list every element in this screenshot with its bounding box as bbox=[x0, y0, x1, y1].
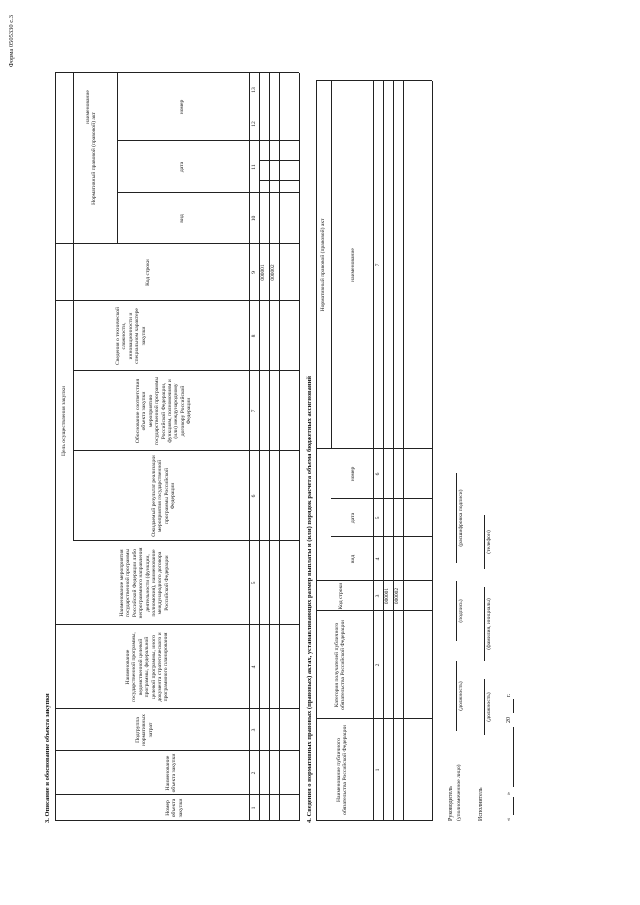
s4-npa-header: Нормативный правовой (правовой) акт bbox=[320, 218, 326, 312]
section3-title: 3. Описание и обоснование объекта закупки bbox=[44, 693, 51, 823]
executor-phone-caption: (телефон) bbox=[486, 530, 492, 554]
s3-col2-label: Наименование объекта закупки bbox=[165, 753, 178, 793]
s4-col2-num: 2 bbox=[375, 663, 381, 667]
s3-col8-num: 8 bbox=[251, 334, 257, 338]
executor-position-caption: (должность) bbox=[486, 692, 492, 722]
date-year-suffix: г. bbox=[506, 693, 512, 697]
s4-col2-label: Категория получателей публичного обязательства Российской Федерации bbox=[334, 620, 347, 710]
s3-col9-num: 9 bbox=[251, 271, 257, 274]
s3-row2-code: 000002 bbox=[270, 264, 276, 281]
s3-col7-num: 7 bbox=[251, 409, 257, 413]
s4-row2-code: 000002 bbox=[394, 587, 400, 605]
s3-col3-label: Подгруппа нормативных затрат bbox=[135, 714, 154, 746]
s3-col11-num: 11 bbox=[251, 164, 257, 170]
section4-table bbox=[316, 81, 432, 821]
s4-col6-num: 6 bbox=[375, 472, 381, 476]
head-signature-caption: (подпись) bbox=[458, 599, 464, 623]
head-decoding-caption: (расшифровка подписи) bbox=[458, 489, 464, 547]
s4-col3-num: 3 bbox=[375, 594, 381, 598]
s4-col6-label: номер bbox=[350, 466, 356, 482]
section4-title: 4. Сведения о нормативных правовых (правовых) актах, устанавливающих размер выплаты и (или) порядок расчета объема бюджетных ассигнований bbox=[306, 375, 313, 823]
s3-col3-num: 3 bbox=[251, 728, 257, 732]
executor-name-caption: (фамилия, инициалы) bbox=[486, 598, 492, 650]
s3-col7-label: Обоснование соответствия объекта закупки мероприятию государственной программы Российской Федерации, функциям, полномочиям и (или) международному договору Российской Федерации bbox=[135, 376, 193, 446]
signature-block bbox=[440, 321, 550, 821]
s3-npa-header: Нормативный правовой (правовой) акт bbox=[91, 112, 97, 205]
date-open-quote: « bbox=[506, 818, 512, 821]
s4-col1-num: 1 bbox=[375, 768, 381, 772]
executor-label: Исполнитель bbox=[478, 787, 484, 821]
s3-col10-label: вид bbox=[179, 214, 185, 223]
s3-col9-label: Код строки bbox=[145, 259, 151, 286]
s4-row1-code: 000001 bbox=[384, 587, 390, 605]
s3-col6-label: Ожидаемый результат реализации мероприятия государственной программы Российской Федерации bbox=[151, 455, 177, 537]
section3-table bbox=[55, 73, 299, 821]
s3-col12-label: номер bbox=[179, 99, 185, 115]
s4-col1-label: Наименование публичного обязательства Российской Федерации bbox=[336, 725, 349, 815]
s3-row1-code: 000001 bbox=[260, 264, 266, 281]
s3-col1-num: 1 bbox=[251, 806, 257, 810]
head-sub: (уполномоченное лицо) bbox=[456, 764, 462, 821]
s3-col10-num: 10 bbox=[251, 215, 257, 222]
s3-col11-label: дата bbox=[179, 161, 185, 173]
s3-purpose-header: Цель осуществления закупки bbox=[61, 386, 67, 456]
s3-col13-label: наименование bbox=[85, 90, 91, 124]
s3-col5-num: 5 bbox=[251, 581, 257, 585]
form-label: Форма 0505330 с.3 bbox=[8, 15, 15, 68]
s4-col5-num: 5 bbox=[375, 516, 381, 520]
s4-col7-label: наименование bbox=[350, 248, 356, 282]
s4-col4-num: 4 bbox=[375, 557, 381, 561]
s3-col6-num: 6 bbox=[251, 494, 257, 498]
s3-col12-num: 12 bbox=[251, 121, 257, 127]
s3-col5-label: Наименование мероприятия государственной программы Российской Федерации либо непрограммного направления деятельности (функции, полномочия), наименование международного договора Российской Федерации bbox=[119, 547, 170, 619]
s3-col1-label: Номер объекта закупки bbox=[165, 798, 184, 818]
date-year-prefix: 20 bbox=[506, 717, 512, 723]
s4-col7-num: 7 bbox=[375, 263, 381, 267]
s3-col13-num: 13 bbox=[251, 87, 257, 93]
s4-col3-label: Код строки bbox=[338, 582, 344, 610]
s3-col8-label: Сведения о технической сложности, инновационности и специальном характере закупки bbox=[115, 307, 147, 366]
s3-col4-num: 4 bbox=[251, 665, 257, 669]
s4-col5-label: дата bbox=[350, 512, 356, 524]
head-position-caption: (должность) bbox=[458, 681, 464, 711]
date-close-quote: » bbox=[506, 792, 512, 795]
s4-col4-label: вид bbox=[350, 554, 356, 564]
head-label: Руководитель bbox=[448, 786, 454, 821]
s3-col4-label: Наименование государственной программы, ведомственной целевой программы, федеральной целевой программы, иного документа стратегического и программного планирования bbox=[125, 632, 170, 702]
s3-col2-num: 2 bbox=[251, 771, 257, 775]
